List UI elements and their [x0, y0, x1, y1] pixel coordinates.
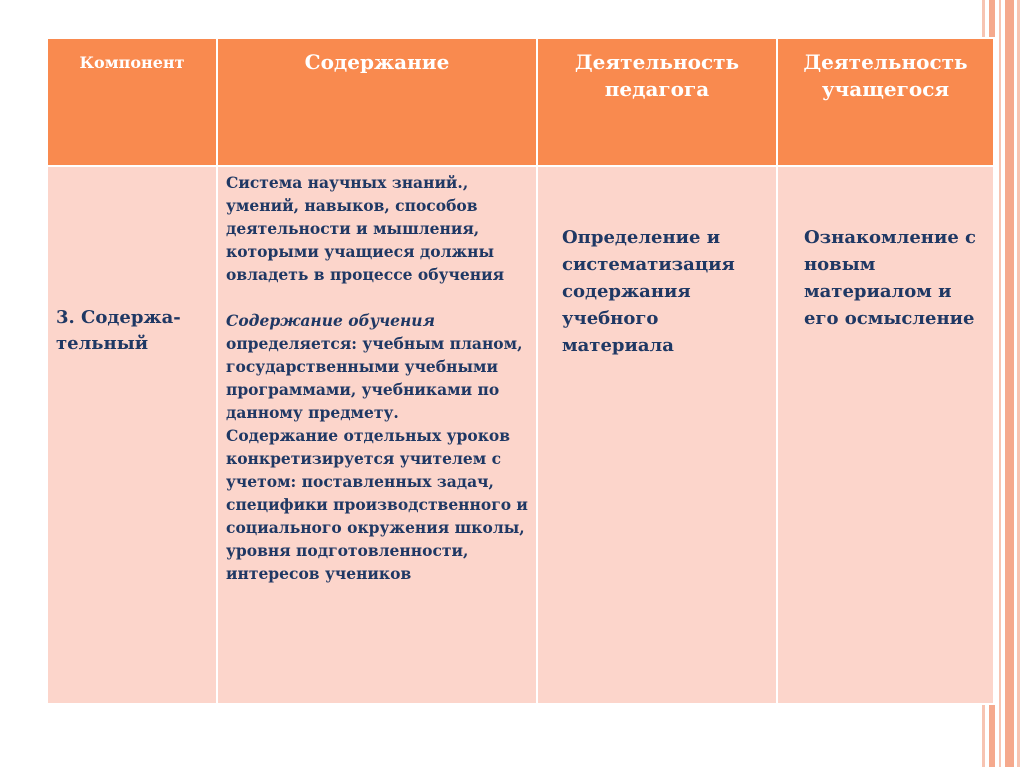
- cell-component: 3. Содержа- тельный: [47, 166, 217, 704]
- content-table: [46, 37, 995, 705]
- content-paragraph-1: Система научных знаний., умений, навыков, способов деятельности и мышления, которыми учащиеся должны овладеть в процессе обучения: [226, 173, 505, 284]
- table-row: [47, 166, 994, 704]
- cell-content: [217, 166, 537, 704]
- decor-stripe: [999, 0, 1001, 767]
- header-teacher-activity: Деятельность педагога: [537, 38, 777, 166]
- content-paragraph-3: Содержание отдельных уроков конкретизируется учителем с учетом: поставленных задач, специфики производственного и социального окружения школы, уровня подготовленности, интересов учеников: [226, 426, 528, 583]
- decor-stripe: [1005, 0, 1014, 767]
- cell-teacher-activity: Определение и систематизация содержания учебного материала: [537, 166, 777, 704]
- cell-student-activity: Ознакомление с новым материалом и его осмысление: [777, 166, 994, 704]
- header-row: [47, 38, 994, 166]
- decor-stripe: [1017, 0, 1020, 767]
- content-paragraph-2: Содержание обучения определяется: учебным планом, государственными учебными программами, учебниками по данному предмету.: [226, 311, 523, 422]
- header-component: Компонент: [47, 38, 217, 166]
- header-content: Содержание: [217, 38, 537, 166]
- header-student-activity: Деятельность учащегося: [777, 38, 994, 166]
